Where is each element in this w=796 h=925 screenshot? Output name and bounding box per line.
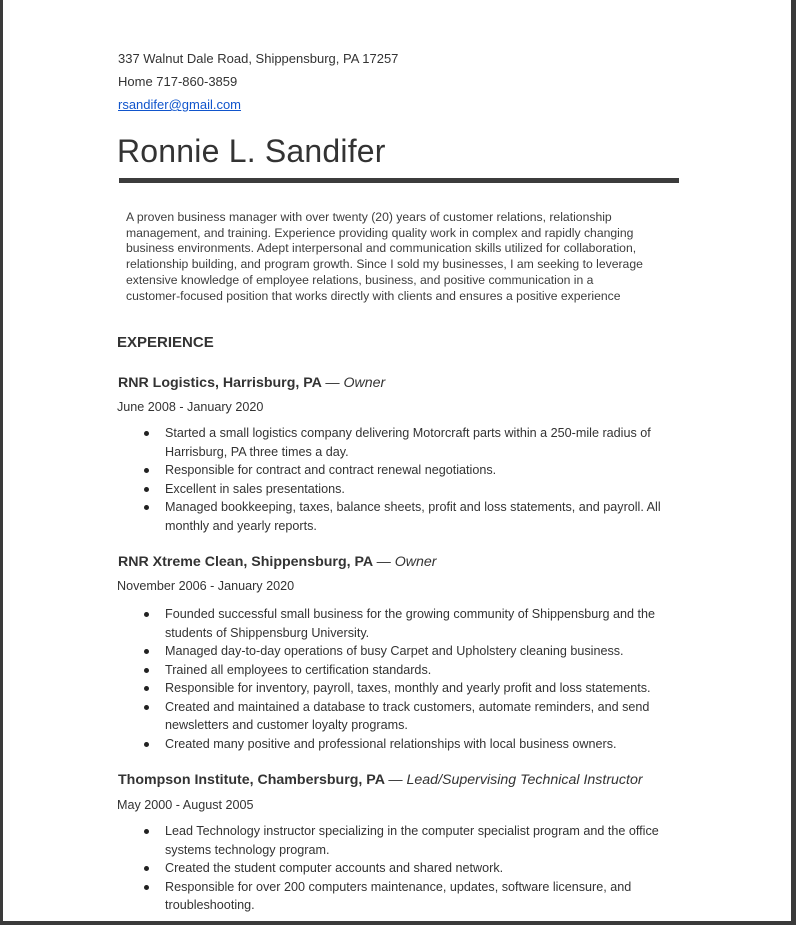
job-company: RNR Logistics, Harrisburg, PA (118, 375, 322, 391)
list-item-line: Created the student computer accounts and shared network. (165, 861, 504, 875)
job-dash: — (376, 554, 391, 570)
list-item-line: Founded successful small business for the growing community of Shippensburg and the (165, 607, 656, 621)
list-item-line: Created and maintained a database to track customers, automate reminders, and send (165, 699, 650, 714)
list-item (138, 480, 698, 499)
list-item (138, 679, 698, 698)
list-item-line: Responsible for contract and contract renewal negotiations. (165, 463, 497, 477)
list-item-line: Responsible for over 200 computers maintenance, updates, software licensure, and (165, 879, 632, 894)
list-item-line: Responsible for inventory, payroll, taxes, monthly and yearly profit and loss statements. (165, 681, 651, 695)
contact-phone: Home 717-860-3859 (118, 74, 238, 89)
list-item (138, 605, 698, 642)
resume-page (3, 0, 791, 921)
list-item (138, 661, 698, 680)
job-title (118, 375, 385, 391)
list-item-line: troubleshooting. (165, 898, 255, 912)
job-role: Owner (343, 375, 386, 391)
list-item-line: newsletters and customer loyalty programs. (165, 718, 408, 732)
job-bullet-list (138, 605, 698, 753)
list-item-line: Started a small logistics company delivering Motorcraft parts within a 250-mile radius of (165, 426, 651, 440)
summary-line: extensive knowledge of employee relations, business, and positive communication in a (126, 272, 594, 287)
summary-line: A proven business manager with over twenty (20) years of customer relations, relationship (126, 210, 612, 224)
job-role: Lead/Supervising Technical Instructor (406, 772, 643, 788)
job-dates: June 2008 - January 2020 (117, 400, 264, 414)
job-dash: — (388, 772, 403, 788)
job-dash: — (325, 375, 340, 391)
job-company: RNR Xtreme Clean, Shippensburg, PA (118, 554, 373, 570)
summary-line: business environments. Adept interpersonal and communication skills utilized for collaboration, (126, 241, 637, 256)
job-bullet-list (138, 424, 698, 535)
list-item-line: systems technology program. (165, 842, 330, 857)
experience-heading: EXPERIENCE (117, 334, 214, 351)
job-bullet-list (138, 822, 698, 915)
list-item-line: Created many positive and professional relationships with local business owners. (165, 736, 617, 751)
job-title (118, 772, 643, 788)
contact-address: 337 Walnut Dale Road, Shippensburg, PA 17257 (118, 51, 399, 66)
page-title: Ronnie L. Sandifer (117, 133, 386, 169)
list-item (138, 859, 698, 878)
window-border-right (791, 0, 796, 925)
job-company: Thompson Institute, Chambersburg, PA (118, 772, 385, 788)
window-border-bottom (0, 921, 796, 925)
title-divider (119, 178, 679, 183)
summary-line: customer-focused position that works directly with clients and ensures a positive experience (126, 288, 621, 303)
list-item (138, 424, 698, 461)
contact-email-link[interactable]: rsandifer@gmail.com (118, 97, 242, 112)
summary-line: relationship building, and program growth. Since I sold my businesses, I am seeking to leverage (126, 257, 643, 272)
job-dates: November 2006 - January 2020 (117, 579, 295, 593)
summary-line: management, and training. Experience providing quality work in complex and rapidly changing (126, 225, 634, 240)
list-item-line: Trained all employees to certification standards. (165, 662, 432, 677)
job-title (118, 554, 437, 570)
list-item (138, 461, 698, 480)
summary-paragraph (126, 210, 686, 304)
list-item-line: students of Shippensburg University. (165, 625, 370, 640)
list-item (138, 498, 698, 535)
list-item-line: Managed bookkeeping, taxes, balance sheets, profit and loss statements, and payroll. All (165, 500, 661, 514)
list-item (138, 735, 698, 754)
list-item-line: Harrisburg, PA three times a day. (165, 444, 349, 459)
list-item (138, 878, 698, 915)
job-role: Owner (394, 554, 437, 570)
list-item-line: Lead Technology instructor specializing in the computer specialist program and the office (165, 824, 659, 838)
job-dates: May 2000 - August 2005 (117, 798, 254, 812)
list-item (138, 822, 698, 859)
list-item (138, 698, 698, 735)
list-item-line: monthly and yearly reports. (165, 518, 317, 533)
list-item (138, 642, 698, 661)
list-item-line: Managed day-to-day operations of busy Carpet and Upholstery cleaning business. (165, 644, 624, 658)
list-item-line: Excellent in sales presentations. (165, 481, 345, 496)
